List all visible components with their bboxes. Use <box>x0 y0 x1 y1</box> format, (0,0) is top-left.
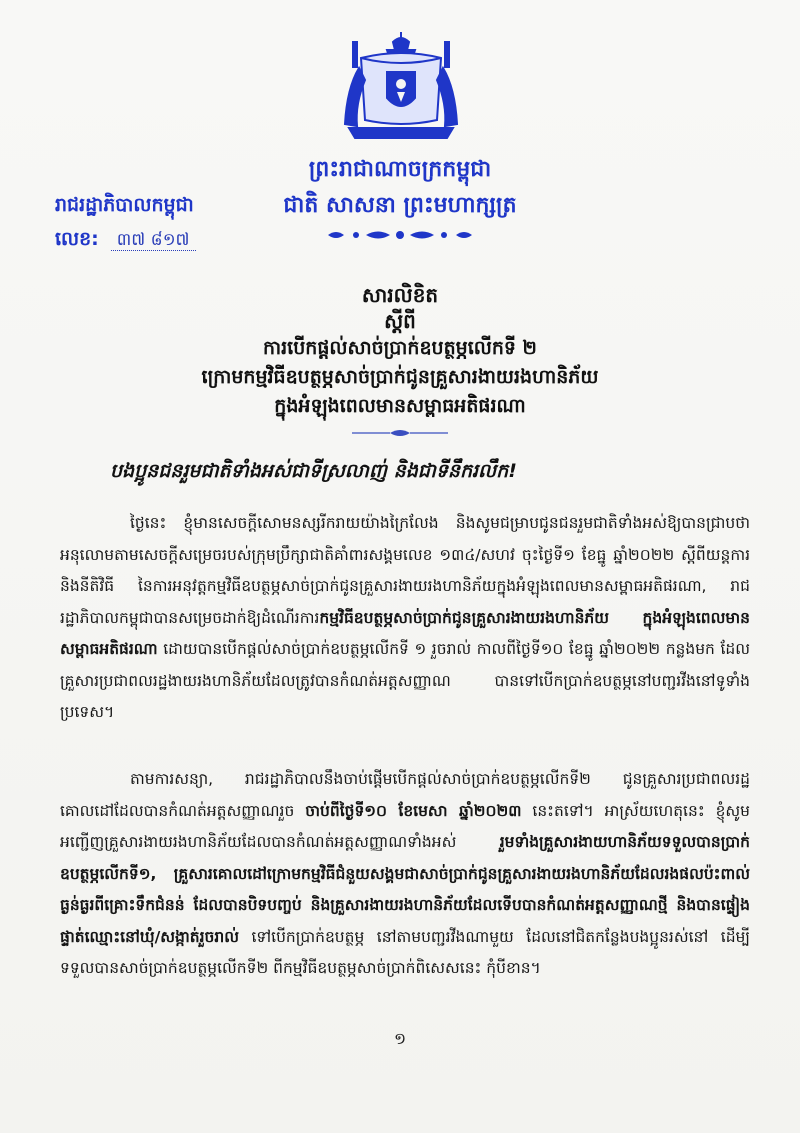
royal-coat-of-arms-emblem <box>331 28 471 146</box>
paragraph-2-date: ចាប់ពីថ្ងៃទី១០ ខែមេសា ឆ្នាំ២០២៣ <box>305 801 522 820</box>
paragraph-2-text-e: ទៅបើកប្រាក់ឧបត្ថម្ភ នៅតាមបញ្ជរវីងណាមួយ ដែលនៅជិតកន្លែងបងប្អូនរស់នៅ ដើម្បីទទួលបានសាច់ប្រាក់ឧបត្ថម្ភលើកទី២ ពីកម្មវិធីឧបត្ថម្ភសាច់ប្រាក់ពិសេសនេះ កុំបីខាន។ <box>60 927 750 977</box>
reference-label: លេខ: <box>55 228 99 250</box>
title-line-1: សារលិខិត <box>361 283 439 307</box>
paragraph-1-bold: កម្មវិធីឧបត្ថម្ភសាច់ប្រាក់ជូនគ្រួសារងាយរងហានិភ័យ ក្នុងអំឡុងពេលមានសម្ពាធអតិផរណា <box>60 608 750 658</box>
national-motto: ជាតិ សាសនា ព្រះមហាក្សត្រ <box>283 193 517 218</box>
salutation: បងប្អូនជនរួមជាតិទាំងអស់ជាទីស្រលាញ់ និងជាទីនឹករលឹក! <box>110 460 517 482</box>
title-divider-ornament <box>350 428 450 438</box>
title-line-5: ក្នុងអំឡុងពេលមានសម្ពាធអតិផរណា <box>274 395 526 417</box>
title-line-3: ការបើកផ្ដល់សាច់ប្រាក់ឧបត្ថម្ភលើកទី ២ <box>263 337 537 359</box>
paragraph-1-text-c: ដោយបានបើកផ្ដល់សាច់ប្រាក់ឧបត្ថម្ភលើកទី ១ រួចរាល់ កាលពីថ្ងៃទី១០ ខែធ្នូ ឆ្នាំ២០២២ កន្លងមក ដែលគ្រួសារប្រជាពលរដ្ឋងាយរងហានិភ័យដែលត្រូវបានកំណត់អត្តសញ្ញាណ បានទៅបើកប្រាក់ឧបត្ថម្ភនៅបញ្ជរវីងនៅទូទាំងប្រទេស។ <box>60 640 750 721</box>
kingdom-name: ព្រះរាជាណាចក្រកម្ពុជា <box>308 157 492 182</box>
title-line-2: ស្ដីពី <box>384 309 416 333</box>
paragraph-2-text-a: តាមការសន្យា, រាជរដ្ឋាភិបាលនឹងចាប់ផ្ដើមបើកផ្ដល់សាច់ប្រាក់ឧបត្ថម្ភលើកទី២ ជូនគ្រួសារប្រជាពលរដ្ឋគោលដៅដែលបានកំណត់អត្តសញ្ញាណរួច <box>60 770 750 820</box>
motto-ornament <box>326 228 474 242</box>
page-number: ១ <box>393 1029 407 1048</box>
reference-value: ៣៧ ៨១៧ <box>111 230 196 251</box>
paragraph-1 <box>60 508 750 729</box>
paragraph-2 <box>60 764 750 985</box>
government-name: រាជរដ្ឋាភិបាលកម្ពុជា <box>55 194 194 216</box>
paragraph-2-bold-target-groups: រួមទាំងគ្រួសារងាយហានិភ័យទទួលបានប្រាក់ឧបត្ថម្ភលើកទី១, គ្រួសារគោលដៅក្រោមកម្មវិធីជំនួយសង្គមជាសាច់ប្រាក់ជូនគ្រួសារងាយរងហានិភ័យដែលរងផលប៉ះពាល់ធ្ងន់ធ្ងរពីគ្រោះទឹកជំនន់ ដែលបានបិទបញ្ចប់ និងគ្រួសារងាយរងហានិភ័យដែលទើបបានកំណត់អត្តសញ្ញាណថ្មី និងបានផ្ទៀងផ្ទាត់ឈ្មោះនៅឃុំ/សង្កាត់រួចរាល់ <box>60 833 750 946</box>
title-line-4: ក្រោមកម្មវិធីឧបត្ថម្ភសាច់ប្រាក់ជូនគ្រួសារងាយរងហានិភ័យ <box>201 366 599 388</box>
paragraph-1-text-a: ថ្ងៃនេះ ខ្ញុំមានសេចក្ដីសោមនស្សរីករាយយ៉ាងក្រៃលែង និងសូមជម្រាបជូនជនរួមជាតិទាំងអស់ឱ្យបានជ្រាបថា អនុលោមតាមសេចក្ដីសម្រេចរបស់ក្រុមប្រឹក្សាជាតិគាំពារសង្គមលេខ ១៣៤/សហវ ចុះថ្ងៃទី១ ខែធ្នូ ឆ្នាំ២០២២ ស្ដីពីយន្តការ និងនីតិវិធី នៃការអនុវត្តកម្មវិធីឧបត្ថម្ភសាច់ប្រាក់ជូនគ្រួសារងាយរងហានិភ័យក្នុងអំឡុងពេលមានសម្ពាធអតិផរណា, រាជរដ្ឋាភិបាលកម្ពុជាបានសម្រេចដាក់ឱ្យដំណើរការ <box>60 514 750 627</box>
paragraph-2-text-c: នេះតទៅ។ អាស្រ័យហេតុនេះ ខ្ញុំសូមអញ្ជើញគ្រួសារងាយរងហានិភ័យដែលបានកំណត់អត្តសញ្ញាណទាំងអស់ <box>60 801 751 851</box>
letter-title <box>160 282 640 421</box>
reference-number <box>55 226 196 253</box>
